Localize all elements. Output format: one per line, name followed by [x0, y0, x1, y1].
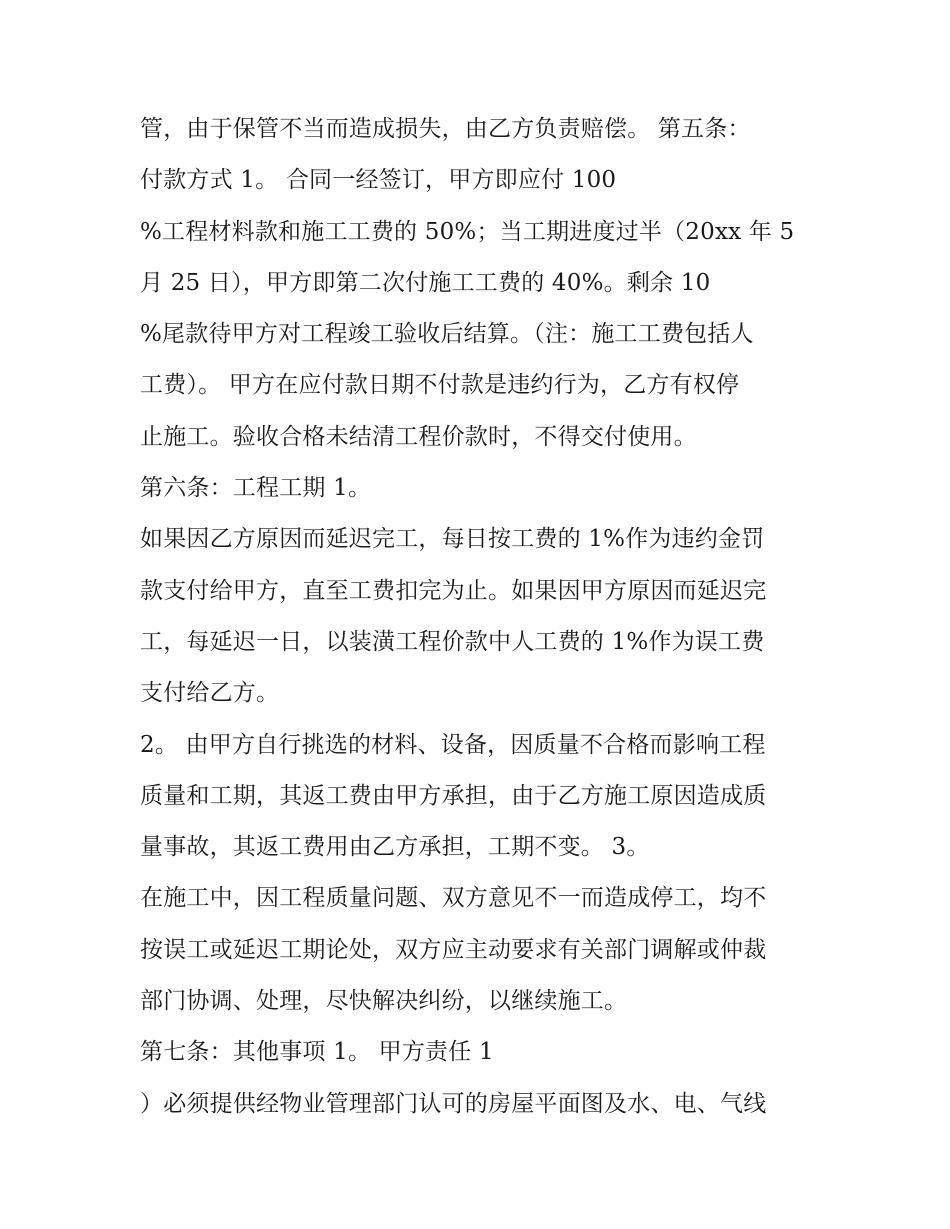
- text-line: 工，每延迟一日，以装潢工程价款中人工费的 1%作为误工费: [140, 628, 765, 655]
- text-line: 如果因乙方原因而延迟完工，每日按工费的 1%作为违约金罚: [140, 526, 765, 553]
- text-line: 月 25 日），甲方即第二次付施工工费的 40%。剩余 10: [140, 269, 711, 296]
- text-line: 付款方式 1。 合同一经签订，甲方即应付 100: [140, 167, 617, 194]
- text-line: 支付给乙方。: [140, 680, 280, 707]
- text-line: 管，由于保管不当而造成损失，由乙方负责赔偿。 第五条：: [140, 116, 751, 142]
- section-heading: 第六条：工程工期 1。: [140, 475, 372, 502]
- text-line: 量事故，其返工费用由乙方承担，工期不变。 3。: [140, 834, 650, 861]
- text-line: 止施工。验收合格未结清工程价款时，不得交付使用。: [140, 423, 697, 450]
- text-line: 部门协调、处理，尽快解决纠纷，以继续施工。: [140, 988, 628, 1015]
- text-line: 按误工或延迟工期论处，双方应主动要求有关部门调解或仲裁: [140, 936, 767, 963]
- text-line: 在施工中，因工程质量问题、双方意见不一而造成停工，均不: [140, 885, 767, 912]
- text-line: 款支付给甲方，直至工费扣完为止。如果因甲方原因而延迟完: [140, 577, 767, 604]
- text-line: %工程材料款和施工工费的 50%；当工期进度过半（20xx 年 5: [140, 218, 795, 245]
- text-line: %尾款待甲方对工程竣工验收后结算。（注：施工工费包括人: [140, 321, 754, 348]
- body-text: [140, 104, 830, 1130]
- section-heading: 第七条：其他事项 1。 甲方责任 1: [140, 1039, 494, 1066]
- text-line: 2。 由甲方自行挑选的材料、设备，因质量不合格而影响工程: [140, 731, 766, 758]
- text-line: 质量和工期，其返工费由甲方承担，由于乙方施工原因造成质: [140, 782, 767, 809]
- text-line: 工费）。 甲方在应付款日期不付款是违约行为，乙方有权停: [140, 372, 740, 399]
- text-line: ）必须提供经物业管理部门认可的房屋平面图及水、电、气线: [140, 1090, 767, 1117]
